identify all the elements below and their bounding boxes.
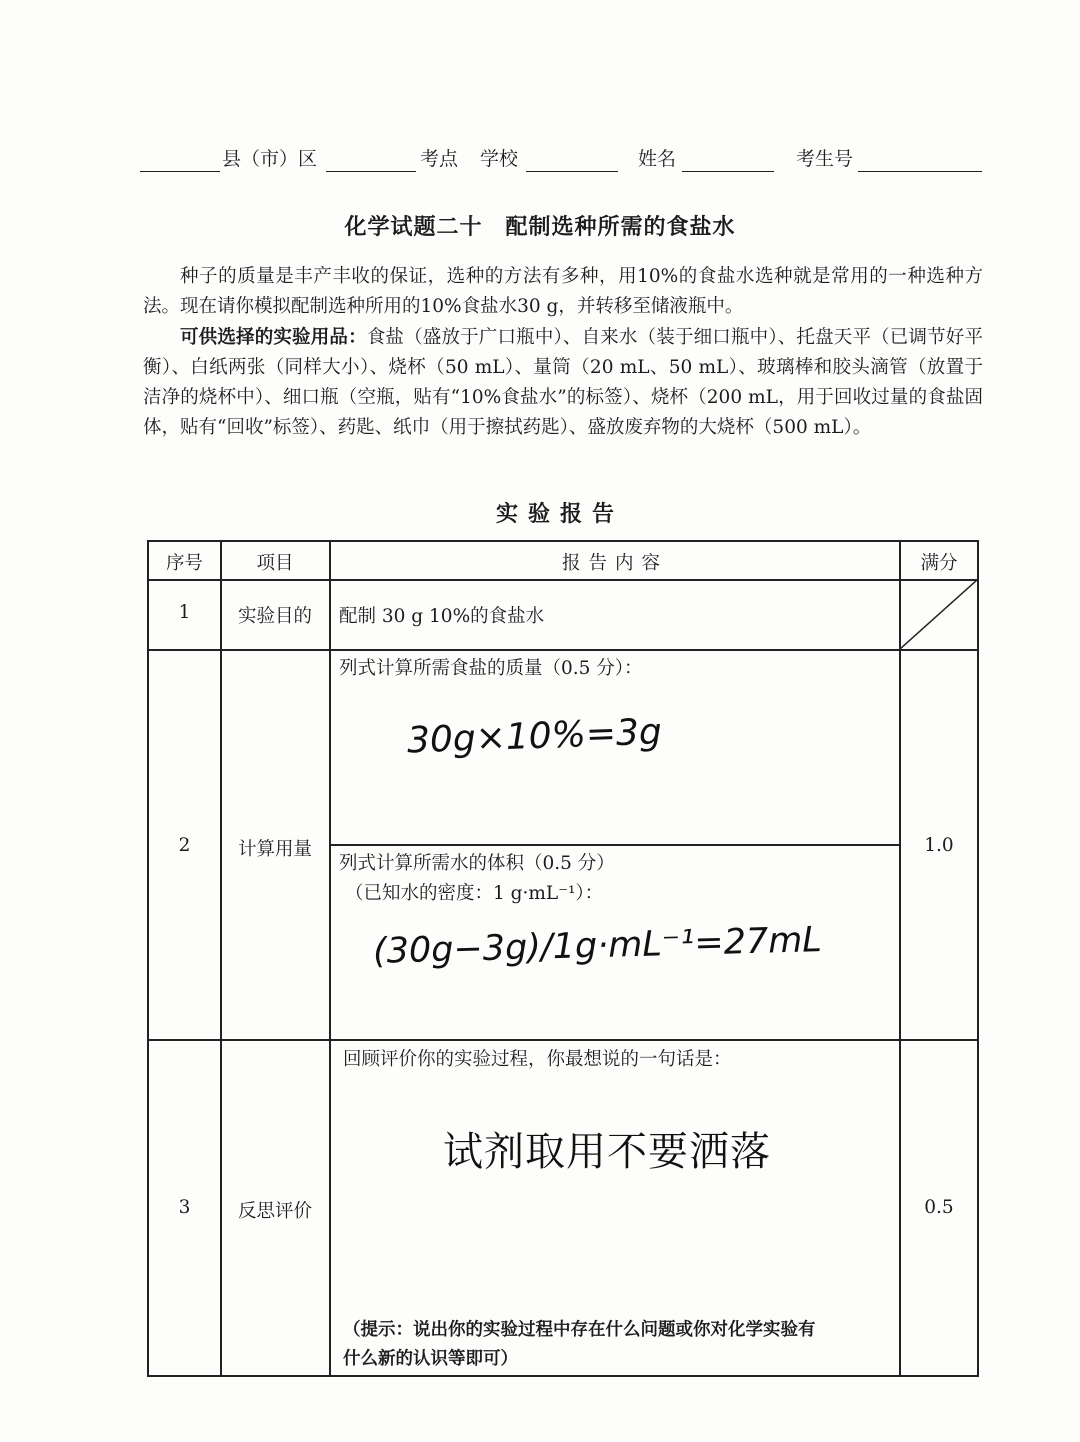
reflection-prompt: 回顾评价你的实验过程，你最想说的一句话是： xyxy=(343,1049,732,1070)
table-divider xyxy=(899,542,901,1375)
water-density-note: （已知水的密度：1 g·mL⁻¹）： xyxy=(345,883,604,904)
row3-score: 0.5 xyxy=(924,1197,954,1218)
row1-item: 实验目的 xyxy=(237,606,312,627)
table-divider xyxy=(149,1039,977,1041)
county-label: 县（市）区 xyxy=(222,148,318,170)
row2-index: 2 xyxy=(178,835,191,856)
exam-site-label: 考点 xyxy=(420,148,459,170)
exam-site-blank[interactable] xyxy=(326,171,416,172)
name-label: 姓名 xyxy=(638,148,677,170)
header-index: 序号 xyxy=(165,553,203,574)
row1-index: 1 xyxy=(178,602,191,623)
row2-item: 计算用量 xyxy=(237,839,312,860)
table-divider xyxy=(329,542,331,1375)
county-blank[interactable] xyxy=(140,171,220,172)
diagonal-slash xyxy=(900,580,977,649)
materials-label: 可供选择的实验用品： xyxy=(180,326,367,348)
report-table xyxy=(147,540,979,1377)
row3-item: 反思评价 xyxy=(237,1201,312,1222)
salt-mass-prompt: 列式计算所需食盐的质量（0.5 分）： xyxy=(339,658,643,679)
water-volume-prompt: 列式计算所需水的体积（0.5 分） xyxy=(339,853,615,874)
report-title: 实验报告 xyxy=(495,501,624,527)
row3-index: 3 xyxy=(178,1197,191,1218)
table-divider xyxy=(220,542,222,1375)
materials-text: 食盐（盛放于广口瓶中）、自来水（装于细口瓶中）、托盘天平（已调节好平衡）、白纸两张（同样大小）、烧杯（50 mL）、量筒（20 mL、50 mL）、玻璃棒和胶头滴管（放置于洁净的烧杯中）、细口瓶（空瓶，贴有“10%食盐水”的标签）、烧杯（200 mL，用于回收过量的食盐固体，贴有“回收”标签）、药匙、纸巾（用于擦拭药匙）、盛放废弃物的大烧杯（500 mL）。 xyxy=(143,326,983,439)
exam-number-blank[interactable] xyxy=(858,171,982,172)
name-blank[interactable] xyxy=(682,171,774,172)
school-blank[interactable] xyxy=(526,171,618,172)
exam-number-label: 考生号 xyxy=(796,148,854,170)
table-divider xyxy=(149,579,977,581)
school-label: 学校 xyxy=(480,148,519,170)
header-content: 报告内容 xyxy=(561,553,668,574)
table-divider xyxy=(329,844,900,846)
hint-line-2: 什么新的认识等即可） xyxy=(343,1349,518,1369)
intro-text xyxy=(143,262,983,444)
header-item: 项目 xyxy=(256,553,294,574)
row2-score: 1.0 xyxy=(924,835,954,856)
row1-content: 配制 30 g 10%的食盐水 xyxy=(339,606,545,627)
header-score: 满分 xyxy=(920,553,958,574)
intro-paragraph: 种子的质量是丰产丰收的保证，选种的方法有多种，用10%的食盐水选种就是常用的一种选种方法。现在请你模拟配制选种所用的10%食盐水30 g，并转移至储液瓶中。 xyxy=(143,266,983,318)
materials-paragraph xyxy=(143,323,983,444)
reflection-answer: 试剂取用不要洒落 xyxy=(443,1129,771,1175)
hint-line-1: （提示：说出你的实验过程中存在什么问题或你对化学实验有 xyxy=(343,1320,816,1340)
water-volume-answer: (30g−3g)/1g·mL⁻¹=27mL xyxy=(372,920,823,972)
page-title: 化学试题二十 配制选种所需的食盐水 xyxy=(344,214,736,240)
header-line xyxy=(140,142,985,176)
table-divider xyxy=(149,649,977,651)
salt-mass-answer: 30g×10%=3g xyxy=(406,711,663,762)
